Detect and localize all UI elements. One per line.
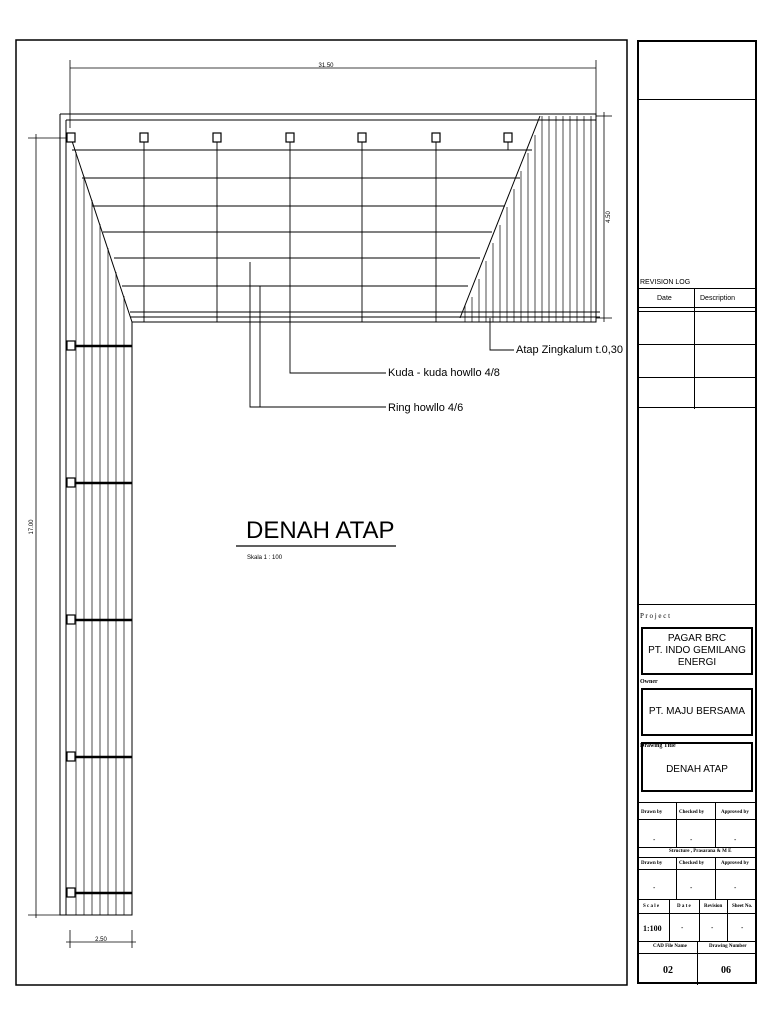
- revision-label: Revision: [704, 904, 723, 909]
- annotation-kuda: Kuda - kuda howllo 4/8: [388, 367, 500, 379]
- checked-by-label-2: Checked by: [679, 861, 705, 866]
- scale-note: Skala 1 : 100: [247, 555, 283, 561]
- structure-label: Structure , Prasarana & M E: [669, 849, 732, 854]
- revision-value: -: [711, 925, 714, 932]
- drawing-number-label: Drawing Number: [709, 944, 747, 949]
- approved-by-label-2: Approved by: [721, 861, 749, 866]
- project-label: P r o j e c t: [640, 612, 671, 620]
- cad-file-label: CAD File Name: [653, 944, 687, 949]
- annotation-atap: Atap Zingkalum t.0,30: [516, 344, 624, 356]
- dim-left-label: 17.00: [29, 519, 35, 535]
- drawing-number-value: 06: [721, 965, 731, 976]
- revision-date-header: Date: [657, 295, 672, 302]
- project-name-box: [641, 627, 753, 675]
- cad-file-value: 02: [663, 965, 673, 976]
- column-markers: [67, 133, 512, 897]
- date-label: D a t e: [677, 904, 691, 909]
- revision-table: [639, 288, 755, 408]
- annotation-ring: Ring howllo 4/6: [388, 402, 464, 414]
- drawing-title-box: [641, 742, 753, 792]
- date-value: -: [681, 925, 684, 932]
- roof-outline: [60, 114, 596, 915]
- drawn-by-value: -: [653, 837, 656, 844]
- drawing-title: DENAH ATAP: [246, 517, 395, 544]
- drawing-title-value: DENAH ATAP: [666, 764, 728, 775]
- sheet-value: -: [741, 925, 744, 932]
- zincalume-sheet-left: [76, 152, 124, 915]
- project-section: [639, 604, 755, 605]
- drawing-title-label: Drawing Title: [640, 743, 676, 749]
- owner-box: [641, 688, 753, 736]
- dimension-top: [70, 60, 596, 128]
- dim-right-label: 4.50: [606, 211, 612, 223]
- checked-by-label: Checked by: [679, 810, 705, 815]
- title-block: [637, 40, 757, 984]
- drawn-by-label-2: Drawn by: [641, 861, 663, 866]
- revision-description-header: Description: [700, 295, 736, 302]
- approved-by-value: -: [734, 837, 737, 844]
- checked-by-value: -: [690, 837, 693, 844]
- approved-by-label: Approved by: [721, 810, 749, 815]
- dim-bottom-label: 2.50: [95, 937, 107, 943]
- logo-box: [639, 42, 755, 100]
- hip-lines: [71, 116, 540, 322]
- owner-label: Owner: [640, 679, 658, 685]
- approved-by-value-2: -: [734, 885, 737, 892]
- project-line-2: PT. INDO GEMILANG ENERGI: [648, 645, 746, 668]
- project-line-1: PAGAR BRC: [667, 633, 727, 644]
- drawn-by-label: Drawn by: [641, 810, 663, 815]
- owner-name: PT. MAJU BERSAMA: [648, 706, 746, 717]
- signature-table: [639, 802, 755, 982]
- drawn-by-value-2: -: [653, 885, 656, 892]
- roof-rafters: [144, 138, 508, 322]
- checked-by-value-2: -: [690, 885, 693, 892]
- sheet-label: Sheet No.: [732, 904, 753, 909]
- dim-top-label: 31.50: [318, 63, 334, 69]
- scale-label: S c a l e: [643, 904, 660, 909]
- scale-value: 1:100: [643, 924, 662, 933]
- revision-log-label: REVISION LOG: [640, 279, 691, 286]
